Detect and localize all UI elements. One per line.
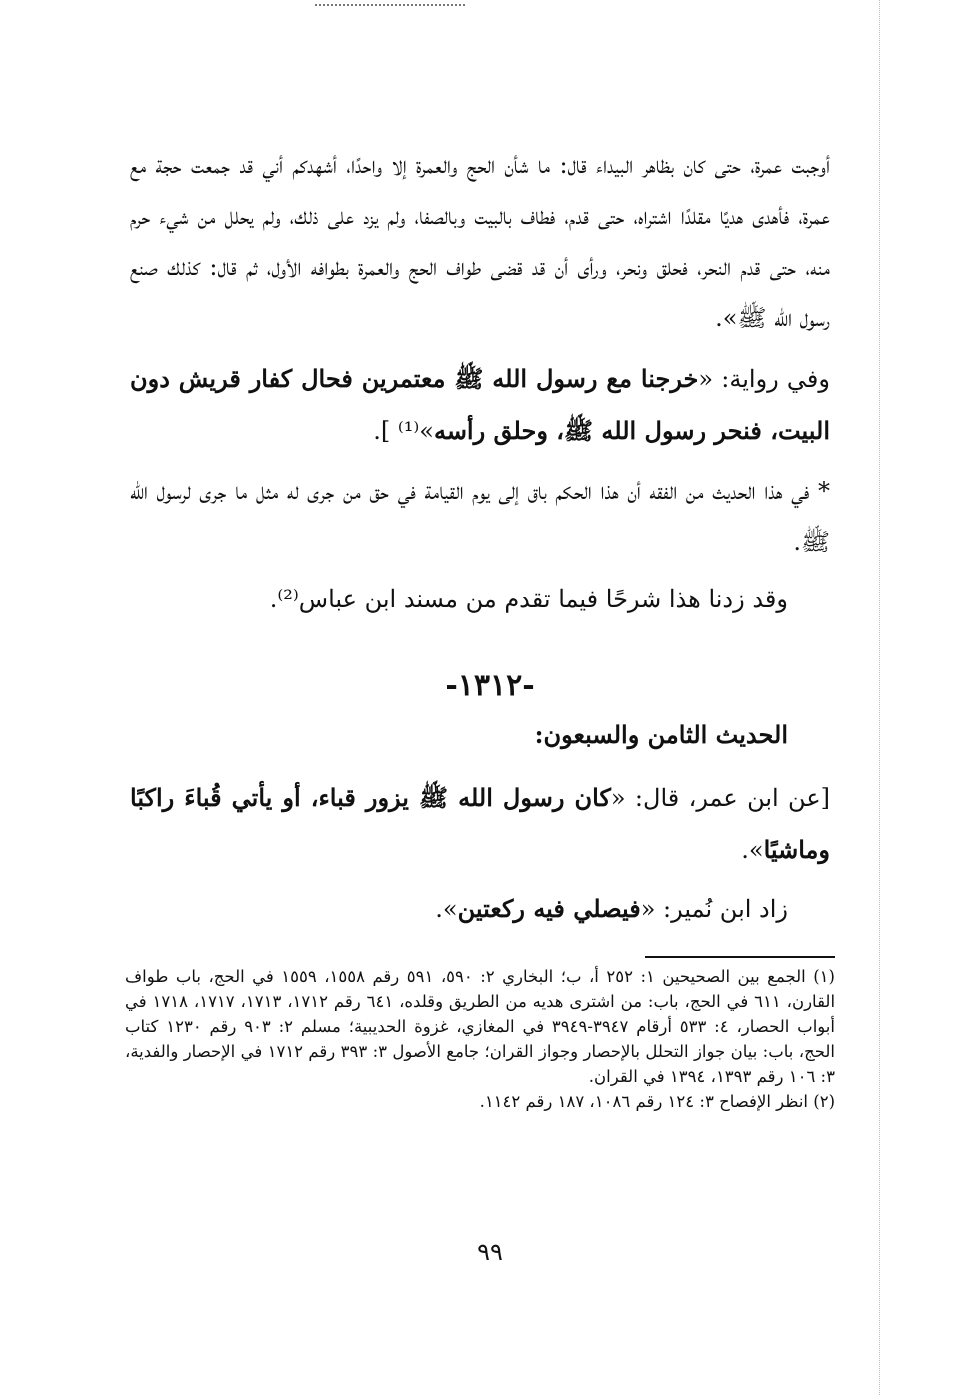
hadith-number: -١٣١٢- <box>445 668 535 703</box>
paragraph-2-end: »⁽¹⁾ ]. <box>373 417 434 445</box>
paragraph-6-end: ». <box>435 895 458 923</box>
paragraph-4: وقد زدنا هذا شرحًا فيما تقدم من مسند ابن عباس⁽²⁾. <box>269 585 788 613</box>
footnote-separator <box>645 956 835 958</box>
page-number: ٩٩ <box>477 1238 503 1266</box>
scan-mark <box>315 4 465 6</box>
footnotes <box>125 964 835 1114</box>
paragraph-6 <box>130 883 788 935</box>
main-text-section-1 <box>130 140 830 625</box>
footnote-1: (١) الجمع بين الصحيحين ١: ٢٥٢ أ، ب؛ البخاري ٢: ٥٩٠، ٥٩١ رقم ١٥٥٨، ١٥٥٩ في الحج، باب طواف القارن، ٦١١ في الحج، باب: من اشترى هديه من الطريق وقلده، ٦٤١ رقم ١٧١٢، ١٧١٣، ١٧١٧، ١٧١٨ في أبواب الحصار، ٤: ٥٣٣ أرقام ٣٩٤٧-٣٩٤٩ في المغازي، غزوة الحديبية؛ مسلم ٢: ٩٠٣ رقم ١٢٣٠ كتاب الحج، باب: بيان جواز التحلل بالإحصار وجواز القران؛ جامع الأصول ٣: ٣٩٣ رقم ١٧١٢ في الإحصار والفدية، ٣: ١٠٦ رقم ١٣٩٣، ١٣٩٤ في القران. <box>125 967 836 1086</box>
paragraph-5 <box>130 772 830 876</box>
paragraph-6-quote: فيصلي فيه ركعتين <box>457 894 641 923</box>
paragraph-5-end: ». <box>741 836 764 864</box>
paragraph-2-intro: وفي رواية: « <box>698 365 830 393</box>
paragraph-1: أوجبت عمرة، حتى كان بظاهر البيداء قال: ما شأن الحج والعمرة إلا واحدًا، أشهدكم أني قد جمعت حجة مع عمرة، فأهدى هديًا مقلدًا اشتراه، حتى قدم، فطاف بالبيت وبالصفا، ولم يزد على ذلك، ولم يحلل من شيء حرم منه، حتى قدم النحر، فحلق ونحر، ورأى أن قد قضى طواف الحج والعمرة بطوافه الأول، ثم قال: كذلك صنع رسول الله ﷺ». <box>130 151 831 332</box>
paragraph-2 <box>130 353 830 457</box>
paragraph-2-quote: خرجنا مع رسول الله ﷺ معتمرين فحال كفار قريش دون البيت، فنحر رسول الله ﷺ، وحلق رأسه <box>130 364 830 445</box>
paragraph-5-quote: كان رسول الله ﷺ يزور قباء، أو يأتي قُباءَ راكبًا وماشيًا <box>130 783 830 864</box>
paragraph-6-intro: زاد ابن نُمير: « <box>640 895 788 923</box>
paragraph-3: * في هذا الحديث من الفقه أن هذا الحكم باق إلى يوم القيامة في حق من جرى له مثل ما جرى لرسول الله ﷺ. <box>130 477 830 556</box>
main-text-section-2 <box>130 772 830 935</box>
hadith-heading: الحديث الثامن والسبعون: <box>534 720 788 749</box>
footnote-2: (٢) انظر الإفصاح ٣: ١٢٤ رقم ١٠٨٦، ١٨٧ رقم ١١٤٢. <box>479 1092 835 1111</box>
paragraph-5-intro: [عن ابن عمر، قال: « <box>610 784 830 812</box>
